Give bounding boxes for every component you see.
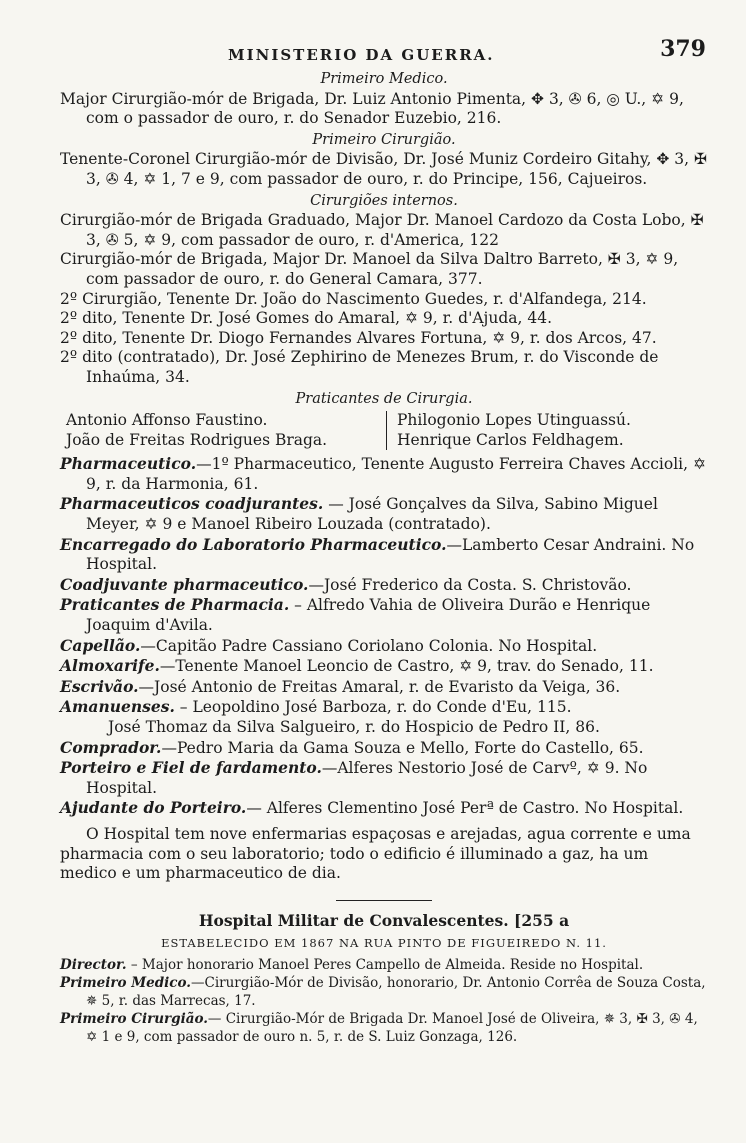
entry-cirurgiao-interno: Cirurgião-mór de Brigada Graduado, Major Dr. Manoel Cardozo da Costa Lobo, ✠ 3, ✇ 5, ✡ 9, com passador de ouro, r. d'America, 122 bbox=[60, 211, 704, 249]
role-label: Comprador. bbox=[60, 737, 162, 757]
section-heading-primeiro-medico: Primeiro Medico. bbox=[320, 71, 448, 87]
role-text: — José Gonçalves da Silva, Sabino Miguel Meyer, ✡ 9 e Manoel Ribeiro Louzada (contratado). bbox=[86, 495, 658, 534]
role-label: Primeiro Cirurgião. bbox=[60, 1010, 208, 1027]
entry-capellao bbox=[60, 636, 708, 657]
section-heading-primeiro-cirurgiao: Primeiro Cirurgião. bbox=[312, 131, 456, 148]
role-text: —Alferes Nestorio José de Carvº, ✡ 9. No Hospital. bbox=[86, 759, 648, 797]
role-text: —José Frederico da Costa. S. Christovão. bbox=[308, 575, 632, 594]
role-label: Primeiro Medico. bbox=[60, 974, 191, 991]
entry-primeiro-cirurgiao: Tenente-Coronel Cirurgião-mór de Divisão, Dr. José Muniz Cordeiro Gitahy, ✥ 3, ✠ 3, ✇ 4, ✡ 1, 7 e 9, com passador de ouro, r. do Principe, 156, Cajueiros. bbox=[60, 150, 707, 188]
entry-porteiro bbox=[60, 758, 708, 798]
role-label: Director. bbox=[60, 956, 127, 973]
page-header bbox=[60, 36, 708, 70]
convalescentes-established: ESTABELECIDO EM 1867 NA RUA PINTO DE FIGUEIREDO N. 11. bbox=[161, 936, 607, 951]
praticantes-columns bbox=[60, 411, 708, 450]
role-label: Amanuenses. bbox=[60, 697, 175, 717]
entry-coadjuvante bbox=[60, 575, 708, 596]
role-label: Pharmaceutico. bbox=[60, 454, 197, 474]
hospital-note: O Hospital tem nove enfermarias espaçosas e arejadas, agua corrente e uma pharmacia com o seu laboratorio; todo o edificio é illuminado a gaz, ha um medico e um pharmaceutico de dia. bbox=[60, 824, 691, 883]
section-heading-cirurgioes-internos: Cirurgiões internos. bbox=[310, 192, 458, 209]
role-label: Ajudante do Porteiro. bbox=[60, 798, 247, 818]
page-number: 379 bbox=[660, 36, 706, 62]
convalescentes-heading: Hospital Militar de Convalescentes. [255 a bbox=[198, 910, 570, 930]
role-text: – Major honorario Manoel Peres Campello de Almeida. Reside no Hospital. bbox=[126, 956, 644, 973]
entry-pharmaceutico bbox=[60, 454, 708, 494]
entry-cirurgiao-interno: 2º dito, Tenente Dr. José Gomes do Amaral, ✡ 9, r. d'Ajuda, 44. bbox=[60, 309, 552, 328]
role-label: Escrivão. bbox=[60, 676, 139, 696]
entry-ajudante-porteiro bbox=[60, 798, 708, 819]
running-title: MINISTERIO DA GUERRA. bbox=[228, 46, 495, 64]
praticantes-right-column bbox=[386, 411, 631, 450]
role-label: Porteiro e Fiel de fardamento. bbox=[60, 758, 322, 778]
praticante-name: Philogonio Lopes Utinguassú. bbox=[397, 411, 631, 430]
section-heading-praticantes-cirurgia: Praticantes de Cirurgia. bbox=[295, 390, 473, 407]
praticante-name: Henrique Carlos Feldhagem. bbox=[397, 430, 624, 449]
entry-conv-primeiro-medico bbox=[60, 974, 708, 1010]
entry-director bbox=[60, 956, 708, 974]
role-text: – Leopoldino José Barboza, r. do Conde d'Eu, 115. bbox=[174, 698, 572, 717]
praticantes-left-column bbox=[60, 411, 386, 450]
role-text: — Cirurgião-Mór de Brigada Dr. Manoel José de Oliveira, ✵ 3, ✠ 3, ✇ 4, ✡ 1 e 9, com passador de ouro n. 5, r. de S. Luiz Gonzaga, 126. bbox=[86, 1010, 698, 1045]
role-label: Capellão. bbox=[60, 635, 141, 655]
entry-cirurgiao-interno: 2º Cirurgião, Tenente Dr. João do Nascimento Guedes, r. d'Alfandega, 214. bbox=[60, 289, 647, 308]
entry-amanuense-extra: José Thomaz da Silva Salgueiro, r. do Hospicio de Pedro II, 86. bbox=[108, 718, 600, 736]
role-label: Praticantes de Pharmacia. bbox=[60, 595, 290, 615]
role-text: – Alfredo Vahia de Oliveira Durão e Henrique Joaquim d'Avila. bbox=[86, 596, 651, 635]
role-label: Coadjuvante pharmaceutico. bbox=[60, 574, 309, 594]
section-divider bbox=[336, 900, 432, 901]
entry-primeiro-medico: Major Cirurgião-mór de Brigada, Dr. Luiz Antonio Pimenta, ✥ 3, ✇ 6, ◎ U., ✡ 9, com o passador de ouro, r. do Senador Euzebio, 216. bbox=[60, 89, 684, 128]
role-text: —José Antonio de Freitas Amaral, r. de Evaristo da Veiga, 36. bbox=[138, 677, 621, 696]
role-text: —Lamberto Cesar Andraini. No Hospital. bbox=[86, 535, 695, 574]
role-text: —Cirurgião-Mór de Divisão, honorario, Dr. Antonio Corrêa de Souza Costa, ✵ 5, r. das Marrecas, 17. bbox=[86, 974, 706, 1009]
praticante-name: Antonio Affonso Faustino. bbox=[66, 411, 268, 430]
entry-comprador bbox=[60, 738, 708, 759]
role-text: —Pedro Maria da Gama Souza e Mello, Forte do Castello, 65. bbox=[161, 738, 644, 757]
entry-encarregado-laboratorio bbox=[60, 535, 708, 575]
entry-cirurgiao-interno: 2º dito, Tenente Dr. Diogo Fernandes Alvares Fortuna, ✡ 9, r. dos Arcos, 47. bbox=[60, 328, 657, 347]
entry-amanuenses bbox=[60, 697, 708, 718]
role-text: —1º Pharmaceutico, Tenente Augusto Ferreira Chaves Accioli, ✡ 9, r. da Harmonia, 61. bbox=[86, 455, 706, 493]
entry-conv-primeiro-cirurgiao bbox=[60, 1010, 708, 1046]
role-text: — Alferes Clementino José Perª de Castro. No Hospital. bbox=[246, 799, 684, 818]
entry-praticantes-pharmacia bbox=[60, 595, 708, 635]
entry-cirurgiao-interno: Cirurgião-mór de Brigada, Major Dr. Manoel da Silva Daltro Barreto, ✠ 3, ✡ 9, com passador de ouro, r. do General Camara, 377. bbox=[60, 250, 679, 288]
entry-escrivao bbox=[60, 677, 708, 698]
entry-cirurgiao-interno: 2º dito (contratado), Dr. José Zephirino de Menezes Brum, r. do Visconde de Inhaúma, 34. bbox=[60, 348, 659, 386]
praticante-name: João de Freitas Rodrigues Braga. bbox=[66, 430, 328, 449]
role-label: Almoxarife. bbox=[60, 656, 160, 676]
role-text: —Tenente Manoel Leoncio de Castro, ✡ 9, trav. do Senado, 11. bbox=[159, 657, 654, 676]
role-label: Pharmaceuticos coadjurantes. bbox=[60, 494, 324, 514]
entry-pharmaceuticos-coadjurantes bbox=[60, 494, 708, 534]
role-text: —Capitão Padre Cassiano Coriolano Colonia. No Hospital. bbox=[140, 636, 598, 655]
entry-almoxarife bbox=[60, 656, 708, 677]
role-label: Encarregado do Laboratorio Pharmaceutico. bbox=[60, 534, 447, 554]
